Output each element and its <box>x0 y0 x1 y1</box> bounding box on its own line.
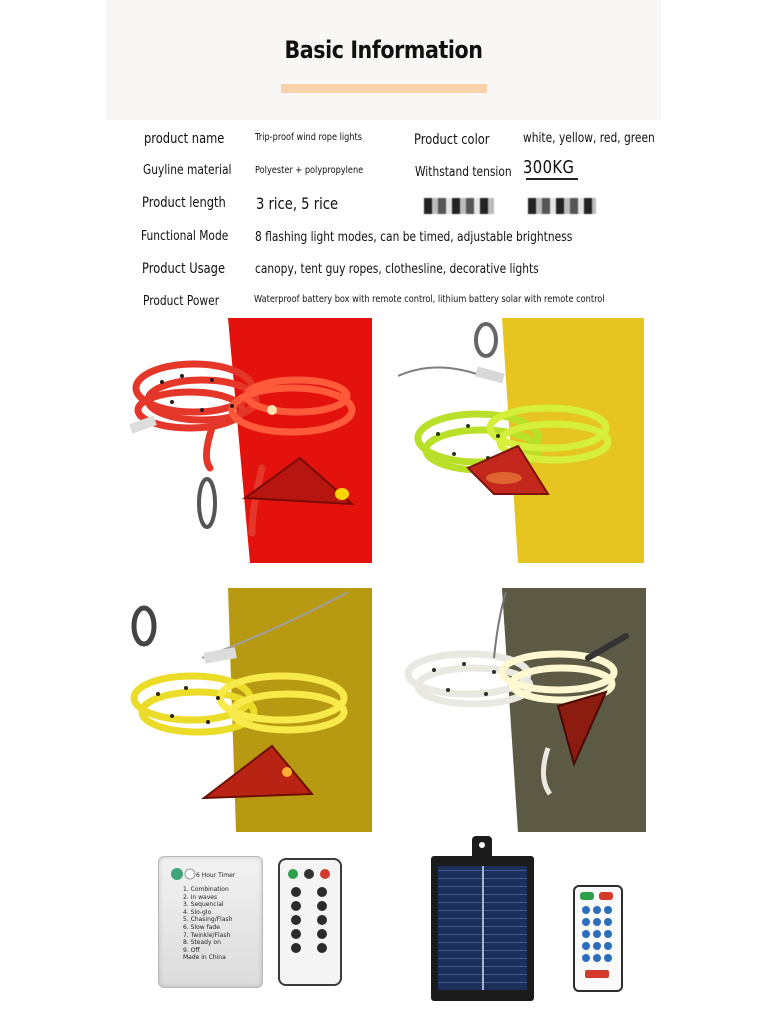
tension-label: Withstand tension <box>415 165 512 180</box>
product-name-label: product name <box>144 131 225 147</box>
battery-mode-item: 7. Twinkle/Flash <box>183 931 231 939</box>
battery-mode-item: 9. Off <box>183 946 200 954</box>
rf-remote-buttons-icon <box>577 890 617 984</box>
product-power-label: Product Power <box>143 294 220 309</box>
battery-mode-item: 4. Slo-glo <box>183 908 212 916</box>
product-length-value: 3 rice, 5 rice <box>256 194 339 213</box>
product-color-label: Product color <box>414 132 490 148</box>
battery-mode-item: 2. In waves <box>183 893 218 901</box>
battery-mode-item: 8. Steady on <box>183 939 221 947</box>
green-rope-light-photo <box>398 318 644 563</box>
product-color-value: white, yellow, red, green <box>523 131 655 146</box>
ir-remote-buttons-icon <box>282 864 336 976</box>
battery-mode-item: Made in China <box>183 954 226 962</box>
tension-underline <box>526 178 578 180</box>
redacted-label <box>424 198 494 214</box>
functional-mode-label: Functional Mode <box>141 229 229 244</box>
tension-value: 300KG <box>523 157 575 178</box>
page-title: Basic Information <box>284 36 483 64</box>
product-usage-label: Product Usage <box>142 261 226 277</box>
white-rope-light-photo <box>398 588 646 832</box>
guyline-material-label: Guyline material <box>143 163 232 178</box>
guyline-material-value: Polyester + polypropylene <box>255 165 364 176</box>
battery-mode-item: 3. Sequencial <box>183 901 224 909</box>
battery-timer-label: 6 Hour Timer <box>196 872 236 879</box>
red-rope-light-photo <box>122 318 372 563</box>
battery-mode-list <box>183 886 232 962</box>
battery-button-icon <box>168 864 198 886</box>
product-usage-value: canopy, tent guy ropes, clothesline, decorative lights <box>255 262 539 277</box>
title-underline <box>281 84 487 93</box>
solar-hole-icon <box>479 842 485 848</box>
solar-divider <box>482 866 484 990</box>
redacted-value <box>528 198 596 214</box>
product-power-value: Waterproof battery box with remote control, lithium battery solar with remote control <box>254 294 605 305</box>
battery-mode-item: 5. Chasing/Flash <box>183 916 233 924</box>
functional-mode-value: 8 flashing light modes, can be timed, adjustable brightness <box>255 230 573 245</box>
battery-mode-item: 1. Combination <box>183 886 229 893</box>
yellow-rope-light-photo <box>122 588 372 832</box>
product-length-label: Product length <box>142 195 226 211</box>
battery-mode-item: 6. Slow fade <box>183 923 220 931</box>
product-name-value: Trip-proof wind rope lights <box>255 132 363 143</box>
